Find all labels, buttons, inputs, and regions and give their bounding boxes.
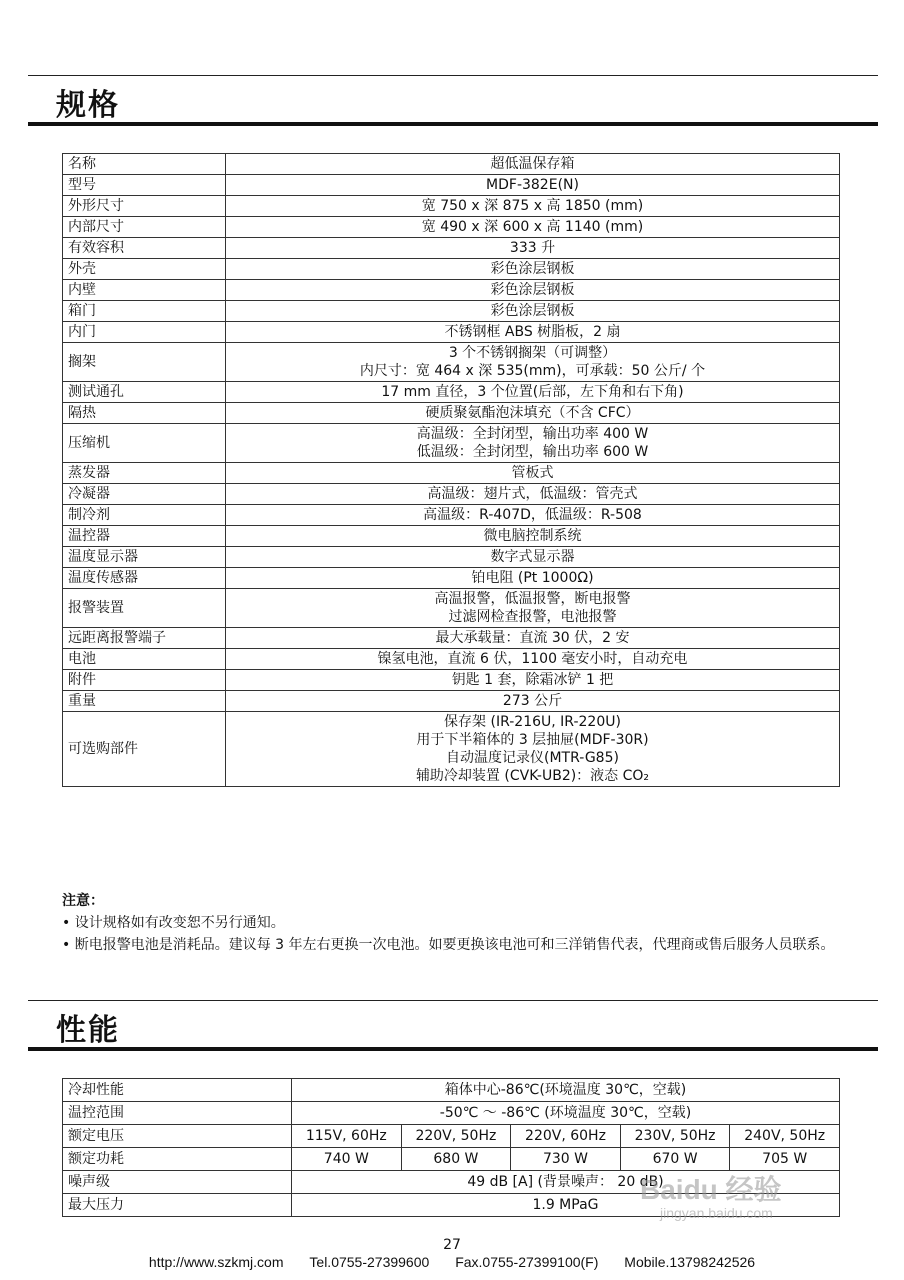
spec-value	[226, 280, 840, 301]
footer-fax: Fax.0755-27399100(F)	[455, 1254, 599, 1270]
spec-value	[226, 589, 840, 628]
spec-row	[63, 154, 840, 175]
spec-key: 搁架	[63, 343, 226, 382]
spec-row	[63, 322, 840, 343]
spec-value	[226, 712, 840, 787]
spec-row	[63, 217, 840, 238]
spec-value	[226, 238, 840, 259]
spec-key: 报警装置	[63, 589, 226, 628]
spec-value-line: 硬质聚氨酯泡沫填充（不含 CFC）	[425, 405, 640, 421]
perf-row-range	[63, 1102, 840, 1125]
perf-section-title: 性能	[56, 1013, 120, 1048]
spec-value	[226, 217, 840, 238]
spec-row	[63, 424, 840, 463]
spec-value	[226, 382, 840, 403]
spec-value	[226, 505, 840, 526]
spec-key: 蒸发器	[63, 463, 226, 484]
notes	[62, 890, 842, 956]
spec-row	[63, 403, 840, 424]
power-cell: 705 W	[730, 1148, 840, 1171]
spec-value-line: 宽 490 x 深 600 x 高 1140 (mm)	[421, 219, 644, 235]
spec-row	[63, 382, 840, 403]
spec-value-line: 内尺寸：宽 464 x 深 535(mm)，可承载：50 公斤/ 个	[359, 363, 706, 379]
perf-key: 最大压力	[63, 1194, 292, 1217]
spec-row	[63, 568, 840, 589]
perf-row-voltage	[63, 1125, 840, 1148]
spec-value	[226, 691, 840, 712]
spec-row	[63, 301, 840, 322]
spec-key: 内门	[63, 322, 226, 343]
perf-key: 温控范围	[63, 1102, 292, 1125]
perf-row-cooling	[63, 1079, 840, 1102]
perf-value: 箱体中心-86℃(环境温度 30℃，空载)	[292, 1079, 840, 1102]
perf-key: 额定功耗	[63, 1148, 292, 1171]
spec-value-line: 3 个不锈钢搁架（可调整）	[448, 345, 617, 361]
perf-key: 额定电压	[63, 1125, 292, 1148]
spec-key: 可选购部件	[63, 712, 226, 787]
baidu-watermark-logo: Baidu 经验	[640, 1174, 782, 1205]
spec-value-line: 彩色涂层钢板	[490, 303, 575, 319]
perf-value: 1.9 MPaG	[292, 1194, 840, 1217]
footer-tel: Tel.0755-27399600	[309, 1254, 430, 1270]
spec-value-line: 17 mm 直径，3 个位置(后部，左下角和右下角)	[381, 384, 684, 400]
spec-value	[226, 301, 840, 322]
spec-value-line: 高温级：全封闭型，输出功率 400 W	[416, 426, 649, 442]
spec-value	[226, 154, 840, 175]
footer-mobile: Mobile.13798242526	[624, 1254, 756, 1270]
spec-value	[226, 670, 840, 691]
spec-key: 测试通孔	[63, 382, 226, 403]
note-item: • 设计规格如有改变恕不另行通知。	[62, 915, 285, 931]
spec-value-line: 自动温度记录仪(MTR-G85)	[446, 750, 619, 766]
spec-value-line: 管板式	[511, 465, 554, 481]
perf-title-rule	[28, 1047, 878, 1051]
spec-key: 内部尺寸	[63, 217, 226, 238]
spec-key: 名称	[63, 154, 226, 175]
spec-value-line: 微电脑控制系统	[483, 528, 582, 544]
spec-key: 外壳	[63, 259, 226, 280]
spec-value	[226, 568, 840, 589]
perf-key: 噪声级	[63, 1171, 292, 1194]
spec-title-rule	[28, 122, 878, 126]
spec-key: 电池	[63, 649, 226, 670]
voltage-cell: 115V, 60Hz	[292, 1125, 402, 1148]
spec-value-line: 不锈钢框 ABS 树脂板，2 扇	[444, 324, 621, 340]
voltage-cell: 220V, 50Hz	[401, 1125, 511, 1148]
spec-key: 制冷剂	[63, 505, 226, 526]
power-cell: 730 W	[511, 1148, 621, 1171]
spec-value-line: 过滤网检查报警，电池报警	[448, 609, 617, 625]
spec-value-line: 333 升	[509, 240, 556, 256]
spec-key: 温控器	[63, 526, 226, 547]
spec-value-line: 彩色涂层钢板	[490, 282, 575, 298]
spec-value	[226, 463, 840, 484]
spec-key: 温度显示器	[63, 547, 226, 568]
spec-row	[63, 712, 840, 787]
spec-value-line: 超低温保存箱	[490, 156, 575, 172]
spec-value-line: MDF-382E(N)	[486, 177, 579, 193]
spec-key: 箱门	[63, 301, 226, 322]
spec-value-line: 高温报警，低温报警，断电报警	[434, 591, 631, 607]
top-rule	[28, 75, 878, 76]
spec-row	[63, 691, 840, 712]
spec-key: 型号	[63, 175, 226, 196]
spec-key: 附件	[63, 670, 226, 691]
spec-value-line: 高温级：R-407D，低温级：R-508	[423, 507, 642, 523]
spec-value-line: 钥匙 1 套，除霜冰铲 1 把	[451, 672, 614, 688]
spec-key: 有效容积	[63, 238, 226, 259]
spec-value-line: 彩色涂层钢板	[490, 261, 575, 277]
perf-value: -50℃ ～ -86℃ (环境温度 30℃，空载)	[292, 1102, 840, 1125]
spec-value-line: 铂电阻 (Pt 1000Ω)	[471, 570, 594, 586]
spec-section-title: 规格	[56, 88, 120, 123]
spec-key: 隔热	[63, 403, 226, 424]
spec-value	[226, 403, 840, 424]
spec-key: 外形尺寸	[63, 196, 226, 217]
note-item: • 断电报警电池是消耗品。建议每 3 年左右更换一次电池。如要更换该电池可和三洋销售代表，代理商或售后服务人员联系。	[62, 937, 835, 953]
page-number: 27	[443, 1237, 461, 1253]
spec-value	[226, 175, 840, 196]
power-cell: 670 W	[620, 1148, 730, 1171]
voltage-cell: 240V, 50Hz	[730, 1125, 840, 1148]
power-cell: 740 W	[292, 1148, 402, 1171]
spec-value	[226, 547, 840, 568]
spec-row	[63, 196, 840, 217]
spec-value-line: 高温级：翅片式，低温级：管壳式	[427, 486, 638, 502]
perf-top-rule	[28, 1000, 878, 1001]
spec-value-line: 用于下半箱体的 3 层抽屉(MDF-30R)	[416, 732, 649, 748]
spec-value-line: 保存架 (IR-216U, IR-220U)	[444, 714, 621, 730]
spec-value	[226, 259, 840, 280]
spec-value-line: 数字式显示器	[490, 549, 575, 565]
spec-key: 重量	[63, 691, 226, 712]
spec-row	[63, 343, 840, 382]
spec-row	[63, 526, 840, 547]
spec-value-line: 低温级：全封闭型，输出功率 600 W	[416, 444, 649, 460]
spec-key: 冷凝器	[63, 484, 226, 505]
notes-heading: 注意：	[62, 893, 104, 909]
spec-value	[226, 343, 840, 382]
spec-row	[63, 628, 840, 649]
spec-value	[226, 628, 840, 649]
spec-value	[226, 322, 840, 343]
perf-value: 49 dB [A] (背景噪声： 20 dB)	[292, 1171, 840, 1194]
spec-row	[63, 670, 840, 691]
spec-row	[63, 280, 840, 301]
spec-row	[63, 484, 840, 505]
spec-value	[226, 484, 840, 505]
spec-value	[226, 196, 840, 217]
spec-value-line: 最大承载量：直流 30 伏，2 安	[435, 630, 630, 646]
spec-value-line: 273 公斤	[502, 693, 563, 709]
power-cell: 680 W	[401, 1148, 511, 1171]
spec-key: 温度传感器	[63, 568, 226, 589]
spec-key: 压缩机	[63, 424, 226, 463]
spec-value	[226, 526, 840, 547]
spec-row	[63, 259, 840, 280]
footer	[0, 1254, 904, 1270]
spec-row	[63, 649, 840, 670]
spec-key: 内壁	[63, 280, 226, 301]
spec-row	[63, 463, 840, 484]
baidu-watermark-url: jingyan.baidu.com	[660, 1205, 773, 1221]
spec-row	[63, 589, 840, 628]
perf-key: 冷却性能	[63, 1079, 292, 1102]
voltage-cell: 220V, 60Hz	[511, 1125, 621, 1148]
spec-row	[63, 505, 840, 526]
spec-key: 远距离报警端子	[63, 628, 226, 649]
spec-value-line: 镍氢电池，直流 6 伏，1100 毫安小时，自动充电	[377, 651, 688, 667]
spec-value	[226, 424, 840, 463]
spec-row	[63, 547, 840, 568]
spec-value-line: 宽 750 x 深 875 x 高 1850 (mm)	[421, 198, 644, 214]
spec-value-line: 辅助冷却装置 (CVK-UB2)：液态 CO₂	[415, 768, 650, 784]
voltage-cell: 230V, 50Hz	[620, 1125, 730, 1148]
spec-row	[63, 238, 840, 259]
spec-row	[63, 175, 840, 196]
spec-table	[62, 153, 840, 787]
footer-url[interactable]: http://www.szkmj.com	[148, 1254, 284, 1270]
spec-value	[226, 649, 840, 670]
